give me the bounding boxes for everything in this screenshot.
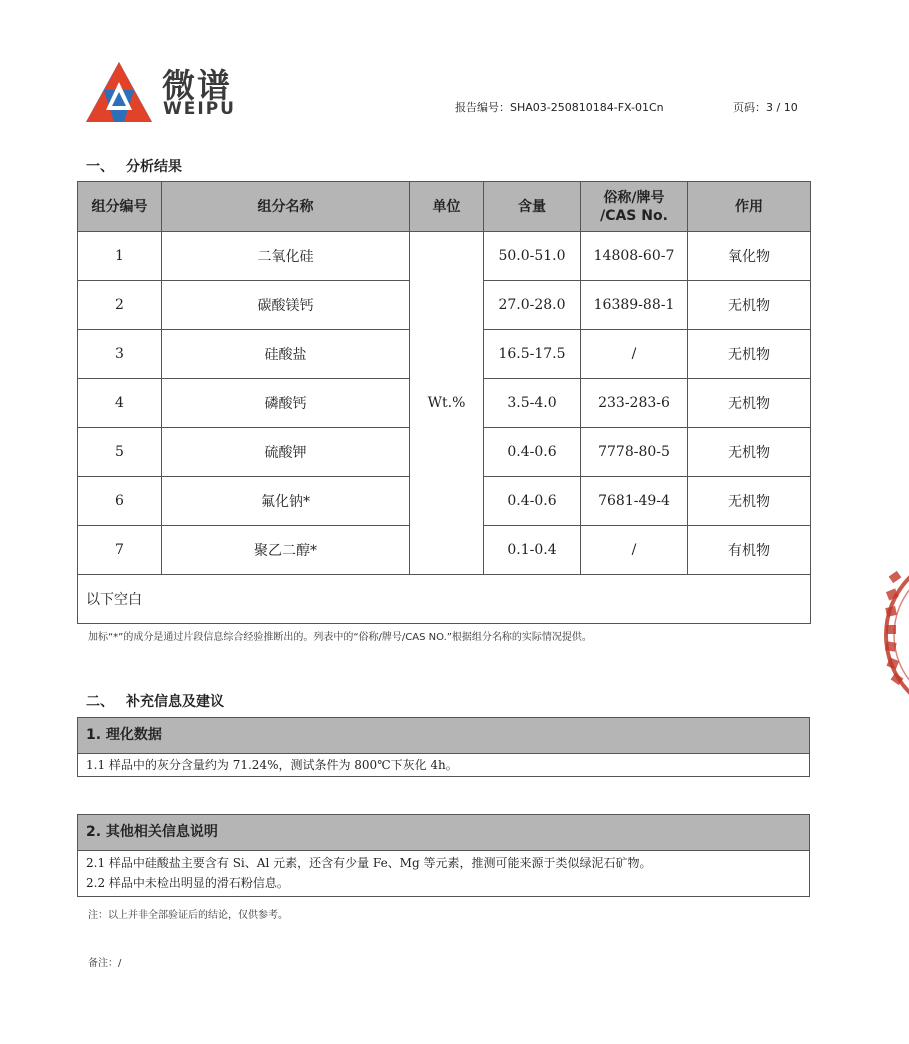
cell-role: 氧化物 <box>688 232 811 281</box>
cell-id: 1 <box>78 232 162 281</box>
analysis-table <box>77 181 811 624</box>
table-footnote: 加标“*”的成分是通过片段信息综合经验推断出的。列表中的“俗称/牌号/CAS NO.”根据组分名称的实际情况提供。 <box>88 632 592 643</box>
cell-content: 0.4-0.6 <box>484 477 581 526</box>
box-line: 2.2 样品中未检出明显的滑石粉信息。 <box>86 876 289 890</box>
header-cell: 作用 <box>688 182 811 232</box>
cell-id: 3 <box>78 330 162 379</box>
cell-name: 磷酸钙 <box>162 379 410 428</box>
cell-id: 6 <box>78 477 162 526</box>
cell-role: 无机物 <box>688 379 811 428</box>
cell-cas: / <box>581 330 688 379</box>
other-info-box <box>77 814 810 897</box>
cell-content: 16.5-17.5 <box>484 330 581 379</box>
report-number: 报告编号：SHA03-250810184-FX-01Cn <box>455 101 664 114</box>
logo-text-cn: 微谱 <box>162 66 232 105</box>
cell-cas: 233-283-6 <box>581 379 688 428</box>
blank-below-text: 以下空白 <box>78 575 811 624</box>
cell-cas: / <box>581 526 688 575</box>
cell-name: 碳酸镁钙 <box>162 281 410 330</box>
box-title: 1. 理化数据 <box>78 718 809 754</box>
section-title-analysis: 一、 分析结果 <box>86 159 182 175</box>
physicochemical-box <box>77 717 810 777</box>
cell-content: 0.4-0.6 <box>484 428 581 477</box>
cell-role: 无机物 <box>688 330 811 379</box>
logo-text-en: WEIPU <box>163 99 236 119</box>
box-line: 1.1 样品中的灰分含量约为 71.24%，测试条件为 800℃下灰化 4h。 <box>86 758 458 772</box>
page-number: 页码：3 / 10 <box>733 101 798 114</box>
cell-role: 有机物 <box>688 526 811 575</box>
cell-id: 7 <box>78 526 162 575</box>
box-line: 2.1 样品中硅酸盐主要含有 Si、Al 元素，还含有少量 Fe、Mg 等元素，推测可能来源于类似绿泥石矿物。 <box>86 856 652 870</box>
cell-cas: 7778-80-5 <box>581 428 688 477</box>
cell-cas: 16389-88-1 <box>581 281 688 330</box>
cell-name: 二氧化硅 <box>162 232 410 281</box>
header-cell: 俗称/牌号 /CAS No. <box>581 182 688 232</box>
cell-content: 50.0-51.0 <box>484 232 581 281</box>
header-cell: 组分名称 <box>162 182 410 232</box>
weipu-logo-icon <box>84 60 154 126</box>
company-seal-icon <box>878 545 909 725</box>
cell-role: 无机物 <box>688 477 811 526</box>
cell-name: 聚乙二醇* <box>162 526 410 575</box>
header-cell: 含量 <box>484 182 581 232</box>
cell-unit: Wt.% <box>410 232 484 575</box>
cell-role: 无机物 <box>688 281 811 330</box>
cell-name: 氟化钠* <box>162 477 410 526</box>
table-header-row <box>78 182 811 232</box>
cell-id: 4 <box>78 379 162 428</box>
table-blank-row <box>78 575 811 624</box>
cell-name: 硅酸盐 <box>162 330 410 379</box>
cell-id: 5 <box>78 428 162 477</box>
cell-cas: 7681-49-4 <box>581 477 688 526</box>
cell-name: 硫酸钾 <box>162 428 410 477</box>
section-title-supplementary: 二、 补充信息及建议 <box>86 694 224 710</box>
header-cell: 单位 <box>410 182 484 232</box>
cell-content: 27.0-28.0 <box>484 281 581 330</box>
box-title: 2. 其他相关信息说明 <box>78 815 809 851</box>
cell-id: 2 <box>78 281 162 330</box>
cell-content: 3.5-4.0 <box>484 379 581 428</box>
header-cell: 组分编号 <box>78 182 162 232</box>
cell-cas: 14808-60-7 <box>581 232 688 281</box>
disclaimer-note: 注：以上并非全部验证后的结论，仅供参考。 <box>88 910 288 921</box>
cell-role: 无机物 <box>688 428 811 477</box>
cell-content: 0.1-0.4 <box>484 526 581 575</box>
remark: 备注：/ <box>88 958 122 969</box>
table-row <box>78 232 811 281</box>
